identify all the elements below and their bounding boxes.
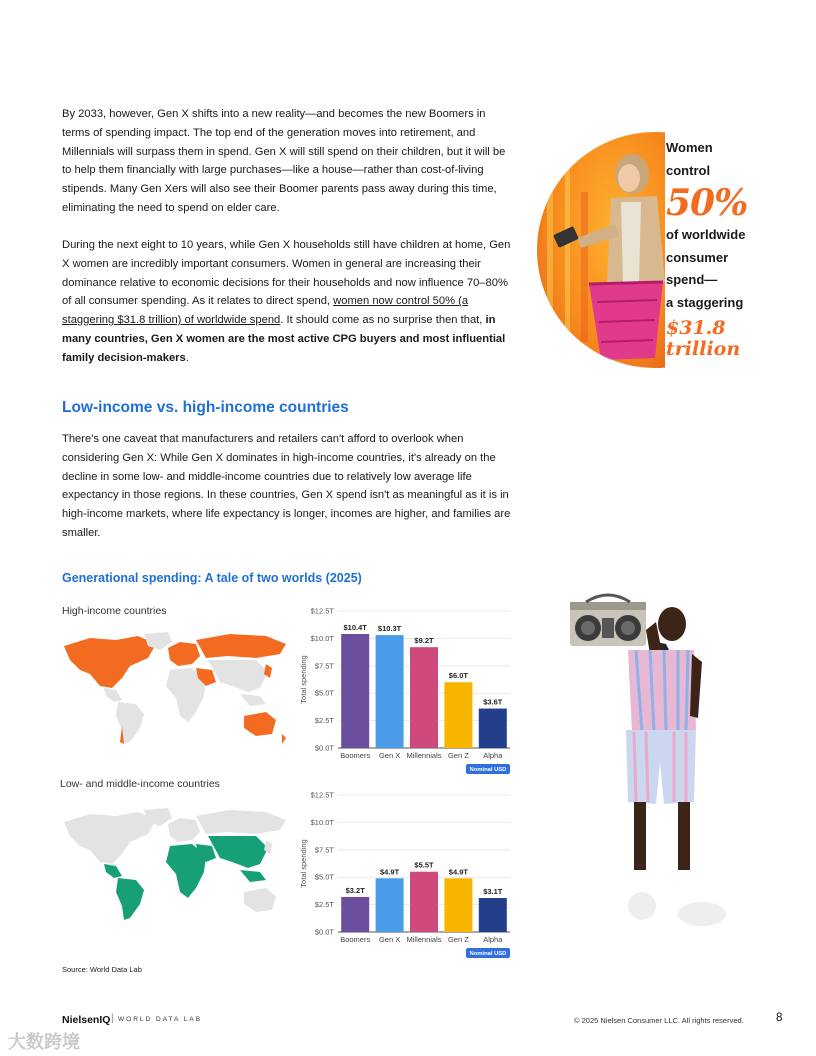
bar-gen-x [376,635,404,748]
map-central-america [104,864,122,878]
x-tick-label: Alpha [483,751,503,760]
x-tick-label: Boomers [340,751,371,760]
world-data-lab-logo: WORLD DATA LAB [118,1016,203,1023]
y-tick-label: $10.0T [310,633,334,643]
x-tick-label: Alpha [483,935,503,944]
bar-boomers [341,634,369,748]
callout-line-3: of worldwide [666,227,746,242]
map-russia [196,810,286,834]
map-russia [196,634,286,658]
map-australia [244,712,276,736]
x-tick-label: Gen X [378,751,401,760]
women-spend-callout [666,137,796,360]
y-tick-label: $7.5T [314,845,334,855]
map-asia [208,836,268,868]
low-income-world-map [60,806,292,924]
bar-alpha [479,709,507,748]
bar-value-label: $4.9T [380,867,400,877]
y-axis-title: Total spending [299,839,308,888]
bar-boomers [341,897,369,932]
y-tick-label: $12.5T [310,606,334,616]
x-tick-label: Gen Z [447,751,469,760]
body-paragraph-2 [62,236,514,368]
women-spend-link[interactable]: women now control 50% (a staggering $31.8 trillion) of worldwide spend [62,295,469,327]
x-tick-label: Millennials [406,935,442,944]
bar-alpha [479,898,507,932]
bar-millennials [410,872,438,932]
y-tick-label: $0.0T [314,743,334,753]
bar-gen-x [376,878,404,932]
callout-amount-unit: trillion [666,338,741,360]
map-south-america [116,878,144,920]
bar-value-label: $3.6T [483,697,503,707]
y-tick-label: $0.0T [314,927,334,937]
high-income-world-map [60,630,292,748]
bar-value-label: $9.2T [414,636,434,646]
map-se-asia [240,870,266,882]
bar-value-label: $10.4T [343,623,367,633]
body-paragraph-1: By 2033, however, Gen X shifts into a new reality—and becomes the new Boomers in terms of spending impact. The top end of the generation moves into retirement, and Millennials will surpass them in spend. Gen X will still spend on their children, but it will be to help them financially with large purchases—like a house—rather than cost-of-living stipends. Many Gen Xers will also see their Boomer parents pass away during this time, eliminating the need to spend on elder care. [62,108,506,214]
man-with-boombox-photo [566,592,726,937]
y-tick-label: $5.0T [314,688,334,698]
x-tick-label: Boomers [340,935,371,944]
y-tick-label: $10.0T [310,817,334,827]
figure-title: Generational spending: A tale of two worlds (2025) [62,571,362,585]
figure-source: Source: World Data Lab [62,965,142,974]
high-income-bar-chart [298,603,520,775]
map-central-america [104,688,122,702]
x-tick-label: Gen X [378,935,401,944]
para2-end: . [185,351,189,364]
bar-gen-z [444,682,472,748]
copyright-notice: © 2025 Nielsen Consumer LLC. All rights reserved. [574,1016,744,1025]
woman-shopping-photo [537,132,665,372]
map-north-america [64,636,156,688]
para2-text-b: . It should come as no surprise then that, [280,314,486,327]
callout-line-5: spend— [666,272,718,287]
body-paragraph-3: There's one caveat that manufacturers and retailers can't afford to overlook when considering Gen X: While Gen X dominates in high-income countries, it's already on the decline in some low- and middle-income countries due to relatively low average life expectancy in those regions. In these countries, Gen X spend isn't as meaningful as it is in high-income markets, where life expectancy is longer, incomes are higher, and families are smaller. [62,433,511,539]
y-tick-label: $5.0T [314,872,334,882]
x-tick-label: Gen Z [447,935,469,944]
low-income-label: Low- and middle-income countries [60,778,220,790]
callout-line-6: a staggering [666,294,744,310]
map-new-zealand [282,734,286,744]
watermark-logo: 大数跨境 [8,1032,80,1052]
page-number: 8 [776,1012,783,1024]
nielseniq-logo: NielsenIQ [62,1014,111,1026]
bar-gen-z [444,878,472,932]
bar-value-label: $4.9T [448,867,468,877]
y-tick-label: $12.5T [310,790,334,800]
callout-line-1: Women [666,140,713,155]
low-income-bar-chart [298,787,520,959]
para2-bold: in many countries, Gen X women are the most active CPG buyers and most influential family decision-makers [62,314,506,364]
bar-value-label: $3.1T [483,887,503,897]
map-australia [244,888,276,912]
para2-text-a: During the next eight to 10 years, while Gen X households still have children at home, Gen X women are incredibly important consumers. Women in general are increasing their dominance relative to economic decisions for their households and now influence 70–80% of all consumer spending. As it relates to direct spend, [62,239,511,308]
callout-amount: $31.8 [666,317,726,339]
bar-millennials [410,647,438,748]
bar-value-label: $6.0T [448,671,468,681]
nominal-usd-badge-label: Nominal USD [469,951,507,957]
bar-value-label: $3.2T [345,885,365,895]
map-north-america [64,812,156,864]
map-europe [168,818,200,842]
footer-separator: | [111,1013,114,1024]
x-tick-label: Millennials [406,751,442,760]
nominal-usd-badge-label: Nominal USD [469,767,507,773]
bar-value-label: $5.5T [414,860,434,870]
callout-line-4: consumer [666,249,729,265]
y-tick-label: $2.5T [314,716,334,726]
y-axis-title: Total spending [299,655,308,704]
callout-percent: 50% [666,182,748,224]
y-tick-label: $7.5T [314,661,334,671]
bar-value-label: $10.3T [377,624,402,634]
high-income-label: High-income countries [62,605,167,617]
callout-line-2: control [666,162,711,178]
map-europe [168,642,200,666]
map-se-asia [240,694,266,706]
y-tick-label: $2.5T [314,900,334,910]
map-south-america [116,702,144,744]
map-asia [208,660,268,692]
section-heading: Low-income vs. high-income countries [62,399,349,416]
